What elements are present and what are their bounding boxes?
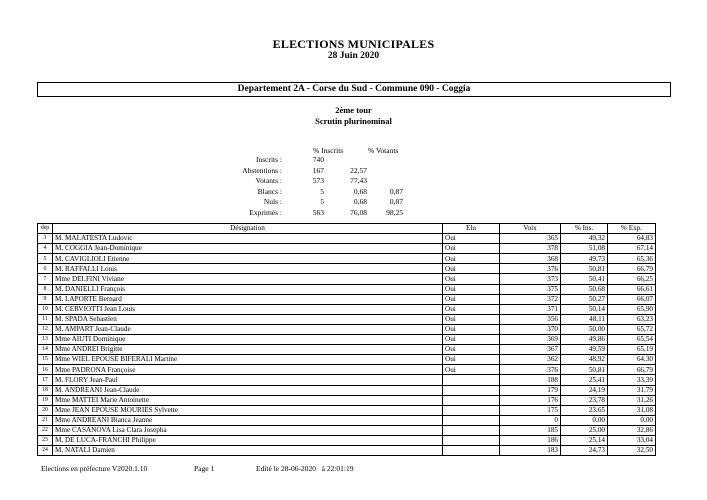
cell-elu: Oui [443, 294, 500, 304]
table-row [38, 345, 656, 355]
cell-dep: 10 [38, 304, 53, 314]
stat-pct-inscrits: 77,43 [350, 176, 367, 186]
header-pct-ins: % Ins. [561, 224, 608, 234]
cell-elu: Oui [443, 284, 500, 294]
stat-pct-votants: 0,87 [389, 186, 403, 196]
cell-pct-ins: 25,41 [561, 375, 608, 385]
cell-designation: M. COGGIA Jean-Dominique [53, 244, 443, 254]
stat-value: 5 [320, 197, 324, 207]
table-row [38, 294, 656, 304]
cell-designation: M. NATALI Damien [53, 446, 443, 456]
cell-pct-ins: 49,73 [561, 254, 608, 264]
round-label: 2ème tour [335, 105, 372, 115]
cell-dep: 23 [38, 435, 53, 445]
stat-value: 5 [320, 186, 324, 196]
cell-designation: Mme WIEL EPOUSE BIFERALI Martine [53, 355, 443, 365]
cell-pct-ins: 50,68 [561, 284, 608, 294]
cell-elu: Oui [443, 234, 500, 244]
cell-voix: 185 [500, 425, 561, 435]
cell-dep: 11 [38, 314, 53, 324]
cell-pct-ins: 49,32 [561, 234, 608, 244]
cell-dep: 6 [38, 264, 53, 274]
cell-designation: M. CAVIGLIOLI Etienne [53, 254, 443, 264]
cell-pct-ins: 24,73 [561, 446, 608, 456]
table-row [38, 385, 656, 395]
cell-pct-exp: 66,07 [608, 294, 656, 304]
cell-pct-ins: 25,14 [561, 435, 608, 445]
stat-pct-inscrits: 0,68 [353, 197, 367, 207]
stat-row [0, 166, 707, 176]
stat-label: Nuls : [263, 197, 282, 207]
cell-pct-exp: 63,23 [608, 314, 656, 324]
stat-pct-inscrits: 76,08 [350, 208, 367, 217]
cell-designation: Mme AIUTI Dominique [53, 335, 443, 345]
cell-elu [443, 405, 500, 415]
cell-elu: Oui [443, 355, 500, 365]
cell-voix: 376 [500, 365, 561, 375]
election-date: 28 Juin 2020 [327, 51, 380, 61]
table-header-row [38, 224, 656, 234]
stat-row [0, 208, 707, 218]
cell-dep: 4 [38, 244, 53, 254]
cell-designation: Mme MATTEI Marie Antoinette [53, 395, 443, 405]
cell-pct-exp: 65,36 [608, 254, 656, 264]
cell-voix: 376 [500, 264, 561, 274]
stat-value: 563 [312, 208, 324, 217]
document-title: ELECTIONS MUNICIPALES [272, 37, 435, 51]
stat-value: 573 [312, 176, 324, 186]
cell-designation: M. AMPART Jean-Claude [53, 324, 443, 334]
ballot-type: Scrutin plurinominal [315, 116, 392, 126]
cell-pct-ins: 23,65 [561, 405, 608, 415]
stat-row [0, 197, 707, 207]
cell-elu: Oui [443, 264, 500, 274]
cell-pct-exp: 32,86 [608, 425, 656, 435]
cell-voix: 362 [500, 355, 561, 365]
cell-pct-ins: 51,08 [561, 244, 608, 254]
cell-dep: 20 [38, 405, 53, 415]
cell-voix: 183 [500, 446, 561, 456]
cell-elu: Oui [443, 365, 500, 375]
cell-pct-ins: 24,19 [561, 385, 608, 395]
cell-pct-ins: 48,92 [561, 355, 608, 365]
table-row [38, 415, 656, 425]
table-row [38, 314, 656, 324]
stat-label: Inscrits : [255, 155, 282, 164]
cell-designation: M. DE LUCA-FRANCHI Philippe [53, 435, 443, 445]
cell-voix: 188 [500, 375, 561, 385]
cell-voix: 368 [500, 254, 561, 264]
table-row [38, 284, 656, 294]
cell-dep: 9 [38, 294, 53, 304]
cell-dep: 15 [38, 355, 53, 365]
cell-elu: Oui [443, 244, 500, 254]
header-elu: Elu [443, 224, 500, 234]
stat-pct-votants: 98,25 [386, 208, 403, 217]
cell-elu: Oui [443, 304, 500, 314]
cell-pct-exp: 65,72 [608, 324, 656, 334]
cell-pct-ins: 49,86 [561, 335, 608, 345]
cell-pct-exp: 33,39 [608, 375, 656, 385]
cell-dep: 12 [38, 324, 53, 334]
cell-pct-exp: 66,79 [608, 264, 656, 274]
cell-voix: 186 [500, 435, 561, 445]
stat-label: Abstentions : [242, 165, 282, 175]
cell-elu [443, 446, 500, 456]
cell-pct-exp: 66,25 [608, 274, 656, 284]
cell-pct-exp: 32,50 [608, 446, 656, 456]
table-row [38, 324, 656, 334]
table-row [38, 395, 656, 405]
stat-value: 167 [312, 165, 324, 175]
cell-designation: Mme ANDREANI Bianca Jeanne [53, 415, 443, 425]
footer-software: Elections en préfecture V2020.1.10 [41, 464, 148, 473]
cell-elu [443, 415, 500, 425]
cell-dep: 8 [38, 284, 53, 294]
cell-elu: Oui [443, 345, 500, 355]
cell-elu: Oui [443, 314, 500, 324]
table-row [38, 244, 656, 254]
cell-pct-ins: 50,81 [561, 264, 608, 274]
cell-pct-ins: 50,00 [561, 324, 608, 334]
cell-dep: 5 [38, 254, 53, 264]
table-row [38, 435, 656, 445]
cell-designation: M. DANIELLI François [53, 284, 443, 294]
cell-voix: 365 [500, 234, 561, 244]
cell-designation: M. FLORY Jean-Paul [53, 375, 443, 385]
cell-designation: M. LAPORTE Bernard [53, 294, 443, 304]
cell-elu [443, 425, 500, 435]
stat-label: Exprimés : [249, 208, 282, 217]
cell-voix: 367 [500, 345, 561, 355]
footer-page: Page 1 [194, 464, 215, 473]
table-row [38, 274, 656, 284]
cell-pct-exp: 31,26 [608, 395, 656, 405]
cell-dep: 22 [38, 425, 53, 435]
department-header: Departement 2A - Corse du Sud - Commune 090 - Coggia [37, 82, 671, 97]
cell-elu [443, 435, 500, 445]
table-row [38, 375, 656, 385]
table-row [38, 264, 656, 274]
cell-voix: 0 [500, 415, 561, 425]
cell-elu [443, 375, 500, 385]
table-row [38, 446, 656, 456]
cell-voix: 375 [500, 284, 561, 294]
table-row [38, 304, 656, 314]
cell-pct-exp: 65,54 [608, 335, 656, 345]
cell-pct-exp: 67,14 [608, 244, 656, 254]
cell-elu: Oui [443, 324, 500, 334]
cell-designation: M. ANDREANI Jean-Claude [53, 385, 443, 395]
stat-pct-inscrits: 0,68 [353, 186, 367, 196]
header-voix: Voix [500, 224, 561, 234]
stat-row [0, 155, 707, 165]
stat-label: Votants : [255, 176, 282, 186]
cell-pct-ins: 25,00 [561, 425, 608, 435]
cell-designation: Mme CASANOVA Lisa Clara Josepha [53, 425, 443, 435]
cell-dep: 3 [38, 234, 53, 244]
cell-designation: Mme JEAN EPOUSE MOURIES Sylvette [53, 405, 443, 415]
stat-label: Blancs : [257, 186, 282, 196]
cell-pct-exp: 64,30 [608, 355, 656, 365]
cell-voix: 371 [500, 304, 561, 314]
cell-pct-exp: 65,90 [608, 304, 656, 314]
cell-designation: M. RAFFALLI Louis [53, 264, 443, 274]
table-row [38, 254, 656, 264]
header-designation: Désignation [53, 224, 443, 234]
cell-dep: 19 [38, 395, 53, 405]
cell-elu: Oui [443, 254, 500, 264]
cell-voix: 378 [500, 244, 561, 254]
col-header-pct-inscrits: % Inscrits [313, 146, 344, 155]
cell-pct-ins: 50,14 [561, 304, 608, 314]
cell-voix: 176 [500, 395, 561, 405]
cell-designation: Mme DELFINI Viviane [53, 274, 443, 284]
cell-designation: M. MALATESTA Ludovic [53, 234, 443, 244]
cell-pct-ins: 50,27 [561, 294, 608, 304]
cell-voix: 175 [500, 405, 561, 415]
cell-pct-ins: 50,41 [561, 274, 608, 284]
col-header-pct-votants: % Votants [368, 146, 399, 155]
cell-pct-exp: 0,00 [608, 415, 656, 425]
cell-designation: Mme ANDREI Brigitte [53, 345, 443, 355]
cell-pct-exp: 64,83 [608, 234, 656, 244]
table-row [38, 365, 656, 375]
cell-pct-ins: 49,59 [561, 345, 608, 355]
cell-voix: 370 [500, 324, 561, 334]
cell-pct-exp: 66,79 [608, 365, 656, 375]
cell-dep: 17 [38, 375, 53, 385]
table-row [38, 355, 656, 365]
cell-pct-ins: 23,78 [561, 395, 608, 405]
table-row [38, 335, 656, 345]
cell-voix: 369 [500, 335, 561, 345]
cell-pct-exp: 31,79 [608, 385, 656, 395]
cell-elu [443, 395, 500, 405]
cell-pct-ins: 50,81 [561, 365, 608, 375]
cell-voix: 373 [500, 274, 561, 284]
header-pct-exp: % Exp. [608, 224, 656, 234]
cell-dep: 16 [38, 365, 53, 375]
cell-pct-exp: 66,61 [608, 284, 656, 294]
cell-pct-ins: 48,11 [561, 314, 608, 324]
header-dep: dep [38, 224, 53, 234]
cell-voix: 372 [500, 294, 561, 304]
cell-elu [443, 385, 500, 395]
table-row [38, 425, 656, 435]
table-row [38, 234, 656, 244]
cell-dep: 7 [38, 274, 53, 284]
cell-elu: Oui [443, 335, 500, 345]
cell-pct-exp: 33,04 [608, 435, 656, 445]
cell-dep: 24 [38, 446, 53, 456]
cell-elu: Oui [443, 274, 500, 284]
cell-voix: 179 [500, 385, 561, 395]
cell-dep: 21 [38, 415, 53, 425]
stat-row [0, 176, 707, 186]
cell-designation: M. CERVIOTTI Jean Louis [53, 304, 443, 314]
cell-pct-exp: 65,19 [608, 345, 656, 355]
cell-designation: Mme PADRONA Françoise [53, 365, 443, 375]
cell-dep: 18 [38, 385, 53, 395]
stat-value: 740 [312, 155, 324, 164]
cell-designation: M. SPADA Sebastien [53, 314, 443, 324]
stat-pct-inscrits: 22,57 [350, 165, 367, 175]
table-row [38, 405, 656, 415]
cell-pct-ins: 0,00 [561, 415, 608, 425]
stat-pct-votants: 0,87 [389, 197, 403, 207]
cell-dep: 14 [38, 345, 53, 355]
cell-pct-exp: 31,08 [608, 405, 656, 415]
cell-dep: 13 [38, 335, 53, 345]
stat-row [0, 187, 707, 197]
footer-edited: Edité le 28-06-2020 à 22:01:19 [256, 464, 354, 473]
cell-voix: 356 [500, 314, 561, 324]
results-table [37, 223, 656, 456]
